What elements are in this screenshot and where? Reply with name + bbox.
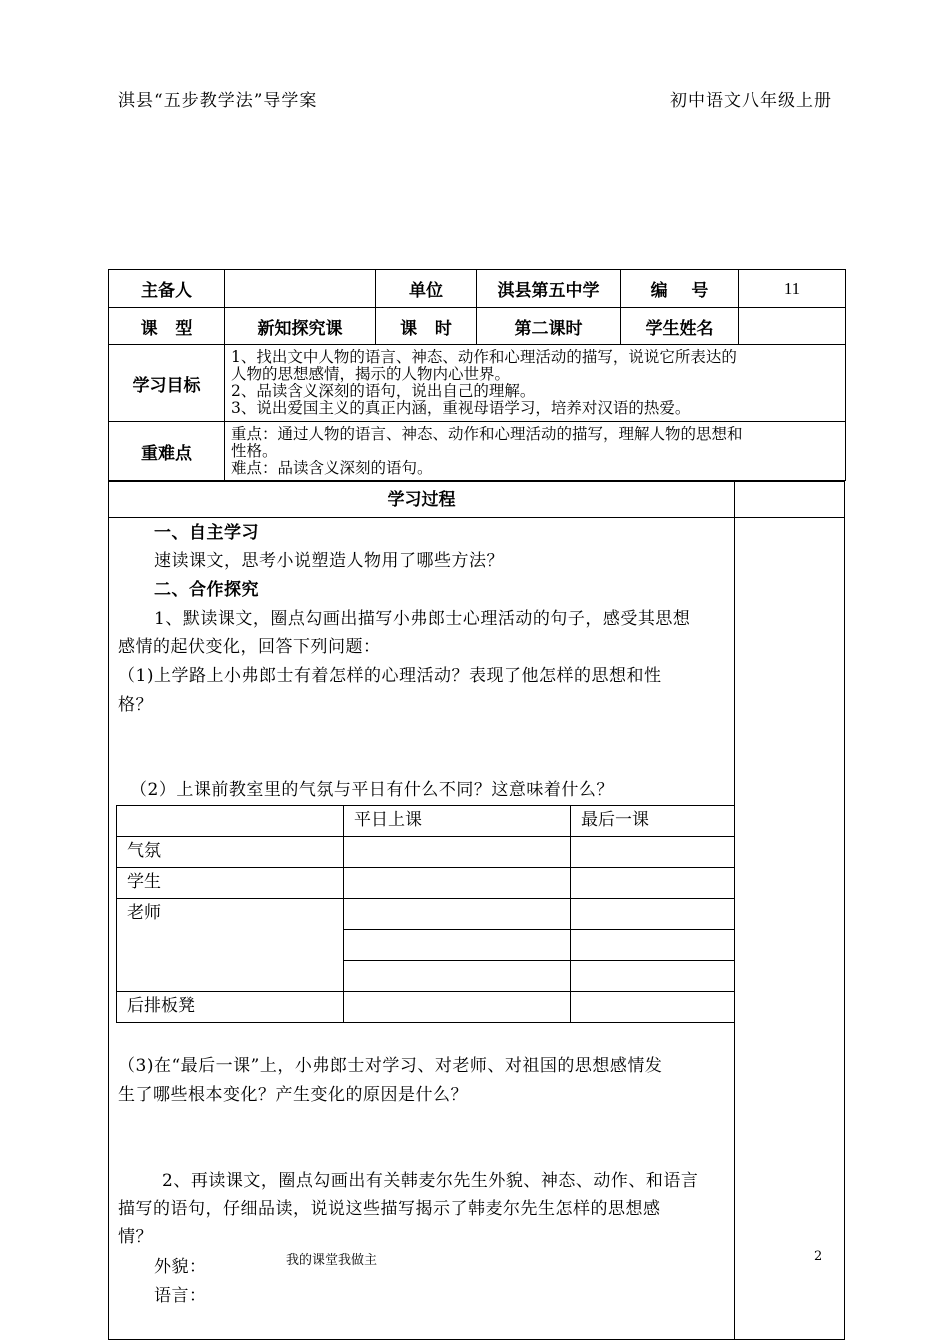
goals-label: 学习目标 xyxy=(109,345,225,422)
goal-line: 人物的思想感情，揭示的人物内心世界。 xyxy=(231,365,511,383)
q1c-line1: （3)在“最后一课”上，小弗郎士对学习、对老师、对祖国的思想感情发 xyxy=(118,1056,663,1076)
student-label: 学生姓名 xyxy=(621,308,739,345)
period-value: 第二课时 xyxy=(477,308,621,345)
footer-slogan: 我的课堂我做主 xyxy=(286,1253,378,1268)
section1-text: 速读课文，思考小说塑造人物用了哪些方法？ xyxy=(154,551,504,571)
table-cell xyxy=(344,837,571,868)
table-cell xyxy=(344,992,571,1023)
preparer-value xyxy=(225,270,376,308)
row-label-students: 学生 xyxy=(117,868,344,899)
q2-line3: 情？ xyxy=(118,1227,153,1247)
table-cell xyxy=(571,992,735,1023)
goal-line: 1、找出文中人物的语言、神态、动作和心理活动的描写，说说它所表达的 xyxy=(231,348,737,366)
focus-line: 重点：通过人物的语言、神态、动作和心理活动的描写，理解人物的思想和 xyxy=(231,424,743,443)
focus-line: 性格。 xyxy=(231,441,278,460)
focus-cell xyxy=(225,422,846,481)
table-cell xyxy=(571,868,735,899)
table-cell xyxy=(571,930,735,961)
table-cell xyxy=(344,930,571,961)
language-label: 语言： xyxy=(154,1286,207,1306)
unit-label: 单位 xyxy=(376,270,477,308)
table-cell xyxy=(571,961,735,992)
goal-line: 2、品读含义深刻的语句，说出自己的理解。 xyxy=(231,382,536,400)
row-label-bench: 后排板凳 xyxy=(117,992,344,1023)
goals-cell xyxy=(225,345,846,422)
focus-line: 难点：品读含义深刻的语句。 xyxy=(231,458,433,477)
comparison-table xyxy=(116,805,735,1023)
number-label: 编 号 xyxy=(621,270,739,308)
q1b-text: （2）上课前教室里的气氛与平日有什么不同？这意味着什么？ xyxy=(130,780,614,800)
preparer-label: 主备人 xyxy=(109,270,225,308)
table-cell xyxy=(344,961,571,992)
q1c-line2: 生了哪些根本变化？产生变化的原因是什么？ xyxy=(118,1085,468,1105)
process-notes-head xyxy=(734,481,845,518)
section1-title: 一、自主学习 xyxy=(154,523,259,543)
col-header-normal: 平日上课 xyxy=(344,806,571,837)
page-number: 2 xyxy=(814,1249,823,1264)
number-value: 11 xyxy=(739,270,846,308)
table-cell xyxy=(571,837,735,868)
focus-label: 重难点 xyxy=(109,422,225,481)
col-header-last: 最后一课 xyxy=(571,806,735,837)
table-cell xyxy=(344,899,571,930)
q1-line2: 感情的起伏变化，回答下列问题： xyxy=(118,637,381,657)
type-value: 新知探究课 xyxy=(225,308,376,345)
goal-line: 3、说出爱国主义的真正内涵，重视母语学习，培养对汉语的热爱。 xyxy=(231,399,691,417)
student-value xyxy=(739,308,846,345)
period-label: 课 时 xyxy=(376,308,477,345)
header-left: 淇县“五步教学法”导学案 xyxy=(118,91,318,111)
row-label-atmosphere: 气氛 xyxy=(117,837,344,868)
q1a-line2: 格？ xyxy=(118,695,153,715)
q1-line1: 1、默读课文，圈点勾画出描写小弗郎士心理活动的句子，感受其思想 xyxy=(154,609,691,629)
appearance-label: 外貌： xyxy=(154,1257,207,1277)
row-label-teacher: 老师 xyxy=(117,899,344,992)
process-title: 学习过程 xyxy=(109,481,734,518)
table-corner xyxy=(117,806,344,837)
header-right: 初中语文八年级上册 xyxy=(670,91,832,111)
q1a-line1: （1)上学路上小弗郎士有着怎样的心理活动？表现了他怎样的思想和性 xyxy=(118,666,662,686)
table-cell xyxy=(344,868,571,899)
q2-line1: 2、再读课文，圈点勾画出有关韩麦尔先生外貌、神态、动作、和语言 xyxy=(162,1171,699,1191)
q2-line2: 描写的语句，仔细品读，说说这些描写揭示了韩麦尔先生怎样的思想感 xyxy=(118,1199,661,1219)
type-label: 课 型 xyxy=(109,308,225,345)
unit-value: 淇县第五中学 xyxy=(477,270,621,308)
meta-table xyxy=(108,269,846,481)
table-cell xyxy=(571,899,735,930)
section2-title: 二、合作探究 xyxy=(154,580,259,600)
